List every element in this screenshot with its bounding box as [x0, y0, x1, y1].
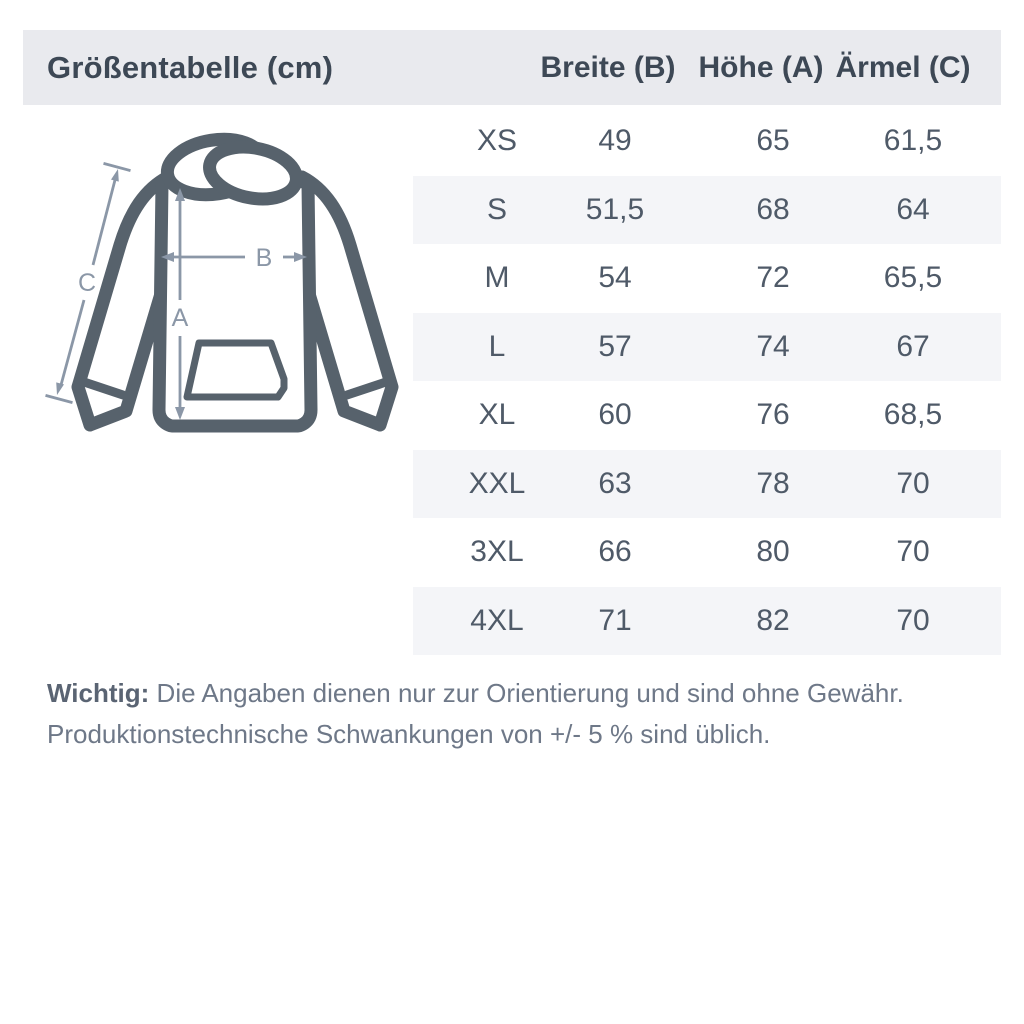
- size-chart-header: [23, 30, 1001, 105]
- breite-cell: 57: [598, 329, 632, 363]
- size-table: [413, 107, 1001, 655]
- breite-cell: 63: [598, 466, 632, 500]
- aermel-cell: 65,5: [883, 261, 943, 295]
- breite-cell: 71: [598, 603, 632, 637]
- aermel-cell: 70: [896, 535, 930, 569]
- size-cell: XXL: [468, 466, 526, 500]
- disclaimer-note: [47, 673, 957, 755]
- table-row: [413, 176, 1001, 245]
- hoehe-cell: 78: [756, 466, 790, 500]
- disclaimer-bold-label: Wichtig:: [47, 678, 150, 708]
- column-header-breite: Breite (B): [540, 50, 676, 84]
- hoehe-cell: 68: [756, 192, 790, 226]
- aermel-cell: 61,5: [883, 124, 943, 158]
- breite-cell: 49: [598, 124, 632, 158]
- aermel-cell: 64: [896, 192, 930, 226]
- table-row: [413, 587, 1001, 656]
- size-cell: L: [488, 329, 506, 363]
- breite-cell: 60: [598, 398, 632, 432]
- column-header-aermel: Ärmel (C): [835, 50, 971, 84]
- hoehe-cell: 65: [756, 124, 790, 158]
- disclaimer-line-2: Produktionstechnische Schwankungen von +/- 5 % sind üblich.: [47, 719, 771, 749]
- column-header-hoehe: Höhe (A): [698, 50, 824, 84]
- table-row: [413, 313, 1001, 382]
- dim-c-tick-bottom: [46, 395, 73, 402]
- aermel-cell: 70: [896, 603, 930, 637]
- dim-label-c: C: [77, 269, 97, 297]
- table-row: [413, 450, 1001, 519]
- hoehe-cell: 80: [756, 535, 790, 569]
- dim-c-arrow-bottom: [56, 382, 64, 395]
- disclaimer-line-1: [47, 673, 957, 714]
- hoodie-diagram-icon: [40, 127, 410, 457]
- dim-label-a: A: [171, 304, 189, 332]
- breite-cell: 66: [598, 535, 632, 569]
- kangaroo-pocket: [187, 343, 284, 397]
- breite-cell: 54: [598, 261, 632, 295]
- page-title: Größentabelle (cm): [47, 49, 334, 85]
- table-row: [413, 381, 1001, 450]
- aermel-cell: 68,5: [883, 398, 943, 432]
- hoehe-cell: 74: [756, 329, 790, 363]
- dim-label-b: B: [255, 244, 273, 272]
- size-cell: 4XL: [470, 603, 524, 637]
- size-cell: M: [484, 261, 510, 295]
- hoehe-cell: 72: [756, 261, 790, 295]
- size-cell: 3XL: [470, 535, 524, 569]
- size-cell: XS: [476, 124, 518, 158]
- hoehe-cell: 76: [756, 398, 790, 432]
- hoehe-cell: 82: [756, 603, 790, 637]
- table-row: [413, 107, 1001, 176]
- table-row: [413, 518, 1001, 587]
- aermel-cell: 70: [896, 466, 930, 500]
- aermel-cell: 67: [896, 329, 930, 363]
- breite-cell: 51,5: [585, 192, 645, 226]
- disclaimer-text: Die Angaben dienen nur zur Orientierung und sind ohne Gewähr.: [149, 678, 904, 708]
- dim-c-tick-top: [104, 163, 131, 170]
- size-cell: XL: [478, 398, 516, 432]
- size-cell: S: [486, 192, 508, 226]
- dim-c-arrow-top: [111, 169, 119, 182]
- table-row: [413, 244, 1001, 313]
